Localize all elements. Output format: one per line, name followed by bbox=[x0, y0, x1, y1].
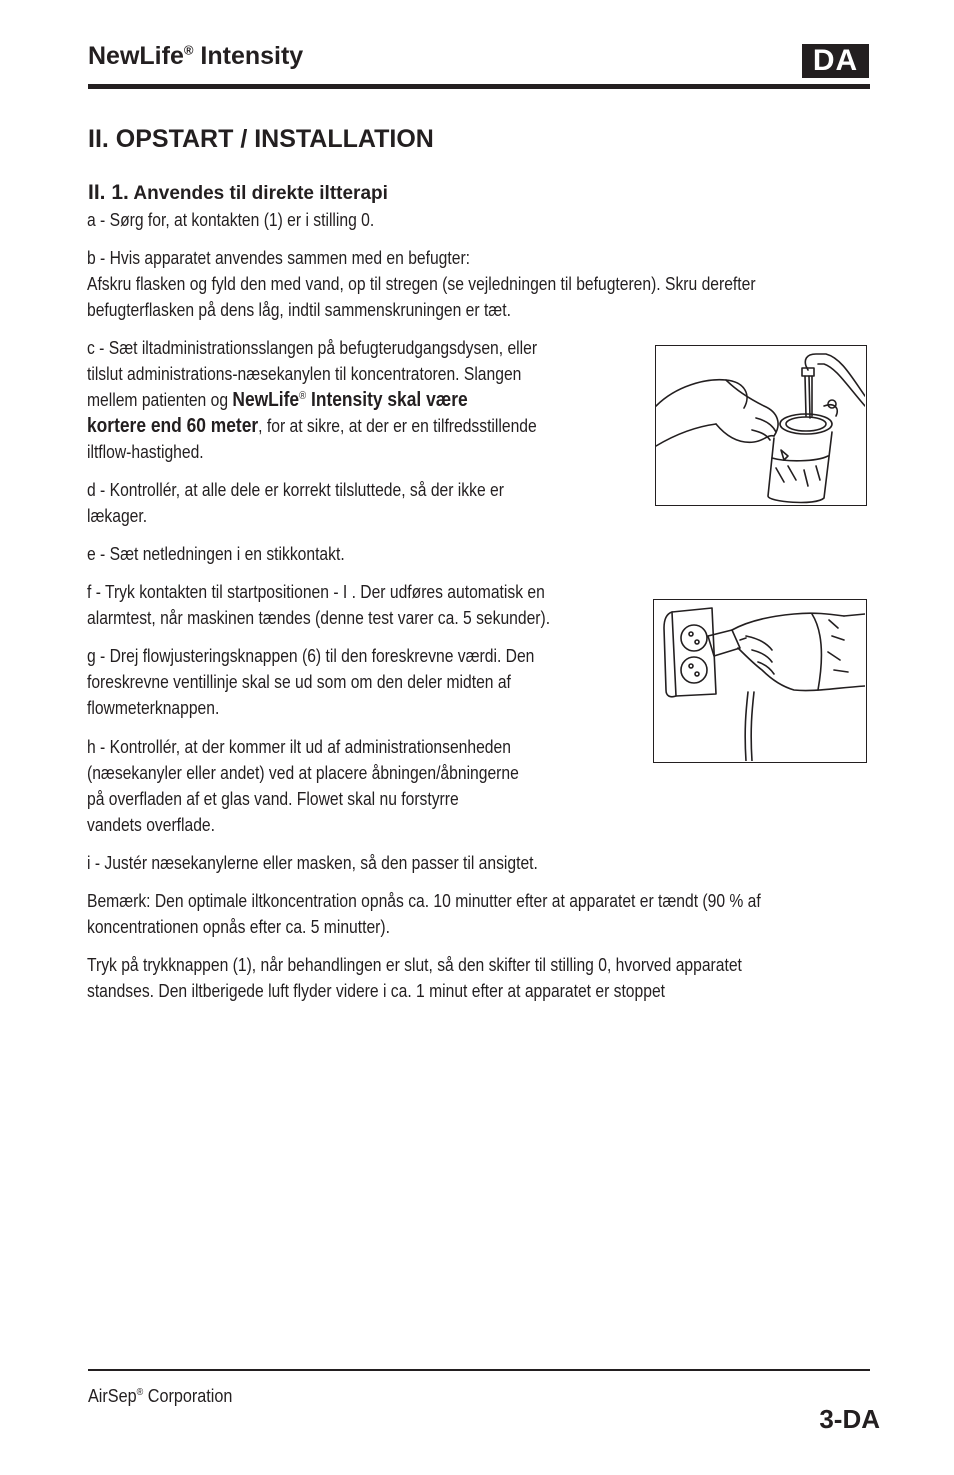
company-suffix: Corporation bbox=[143, 1386, 233, 1406]
header-rule bbox=[88, 84, 870, 89]
page-number: 3-DA bbox=[819, 1404, 880, 1434]
ending-line-1: Tryk på trykknappen (1), når behandlingen er slut, så den skifter til stilling 0, hvorved apparatet bbox=[87, 955, 742, 975]
step-c-line-4 bbox=[87, 413, 537, 439]
brand-name: NewLife bbox=[88, 42, 184, 70]
note-line-2: koncentrationen opnås efter ca. 5 minutter). bbox=[87, 917, 390, 937]
step-c-line-3 bbox=[87, 387, 468, 413]
step-h-line-3: på overfladen af et glas vand. Flowet skal nu forstyrre bbox=[87, 789, 459, 809]
product-name: Intensity bbox=[193, 42, 304, 70]
step-e: e - Sæt netledningen i en stikkontakt. bbox=[87, 544, 345, 564]
step-b-line-3: befugterflasken på dens låg, indtil sammenskruningen er tæt. bbox=[87, 300, 511, 320]
step-f-line-1: f - Tryk kontakten til startpositionen - I . Der udføres automatisk en bbox=[87, 582, 545, 602]
figure-humidifier-filling bbox=[655, 345, 867, 506]
section-title: II. OPSTART / INSTALLATION bbox=[88, 125, 434, 153]
footer-rule bbox=[88, 1369, 870, 1371]
step-c-line-2: tilslut administrations-næsekanylen til koncentratoren. Slangen bbox=[87, 364, 522, 384]
document-header-title bbox=[88, 42, 303, 71]
step-c-text: mellem patienten og bbox=[87, 390, 233, 410]
step-c-text: , for at sikre, at der er en tilfredsstillende bbox=[258, 416, 537, 436]
figure-plug-into-socket bbox=[653, 599, 867, 763]
step-c-bold-brand: NewLife bbox=[232, 389, 300, 411]
registered-mark: ® bbox=[299, 390, 307, 402]
step-b-line-1: b - Hvis apparatet anvendes sammen med en befugter: bbox=[87, 248, 471, 268]
step-h-line-2: (næsekanyler eller andet) ved at placere åbningen/åbningerne bbox=[87, 763, 519, 783]
hand-filling-bottle-icon bbox=[656, 346, 865, 504]
step-c-line-1: c - Sæt iltadministrationsslangen på befugterudgangsdysen, eller bbox=[87, 338, 538, 358]
step-c-bold-text: Intensity skal være bbox=[306, 389, 468, 411]
registered-mark: ® bbox=[136, 1387, 144, 1398]
step-i: i - Justér næsekanylerne eller masken, så den passer til ansigtet. bbox=[87, 853, 538, 873]
step-b-line-2: Afskru flasken og fyld den med vand, op til stregen (se vejledningen til befugteren). Skru derefter bbox=[87, 274, 756, 294]
note-line-1: Bemærk: Den optimale iltkoncentration opnås ca. 10 minutter efter at apparatet er tændt (90 % af bbox=[87, 891, 761, 911]
subsection-title: Anvendes til direkte iltterapi bbox=[128, 183, 388, 204]
step-d-line-2: lækager. bbox=[87, 506, 148, 526]
step-g-line-2: foreskrevne ventillinje skal se ud som om den deler midten af bbox=[87, 672, 511, 692]
step-a: a - Sørg for, at kontakten (1) er i stilling 0. bbox=[87, 210, 375, 230]
step-g-line-3: flowmeterknappen. bbox=[87, 698, 220, 718]
step-f-line-2: alarmtest, når maskinen tændes (denne test varer ca. 5 sekunder). bbox=[87, 608, 551, 628]
step-h-line-1: h - Kontrollér, at der kommer ilt ud af administrationsenheden bbox=[87, 737, 511, 757]
footer-company bbox=[88, 1386, 232, 1407]
language-badge: DA bbox=[802, 44, 869, 78]
step-c-line-5: iltflow-hastighed. bbox=[87, 442, 204, 462]
step-d-line-1: d - Kontrollér, at alle dele er korrekt tilsluttede, så der ikke er bbox=[87, 480, 504, 500]
step-g-line-1: g - Drej flowjusteringsknappen (6) til den foreskrevne værdi. Den bbox=[87, 646, 535, 666]
company-name: AirSep bbox=[88, 1386, 137, 1406]
subsection-number: II. 1. bbox=[88, 181, 129, 204]
step-h-line-4: vandets overflade. bbox=[87, 815, 215, 835]
ending-line-2: standses. Den iltberigede luft flyder videre i ca. 1 minut efter at apparatet er stoppet bbox=[87, 981, 666, 1001]
hand-plugging-socket-icon bbox=[654, 600, 865, 761]
step-c-bold-length: kortere end 60 meter bbox=[87, 415, 259, 437]
registered-mark: ® bbox=[183, 42, 194, 58]
subsection-heading bbox=[88, 181, 388, 205]
